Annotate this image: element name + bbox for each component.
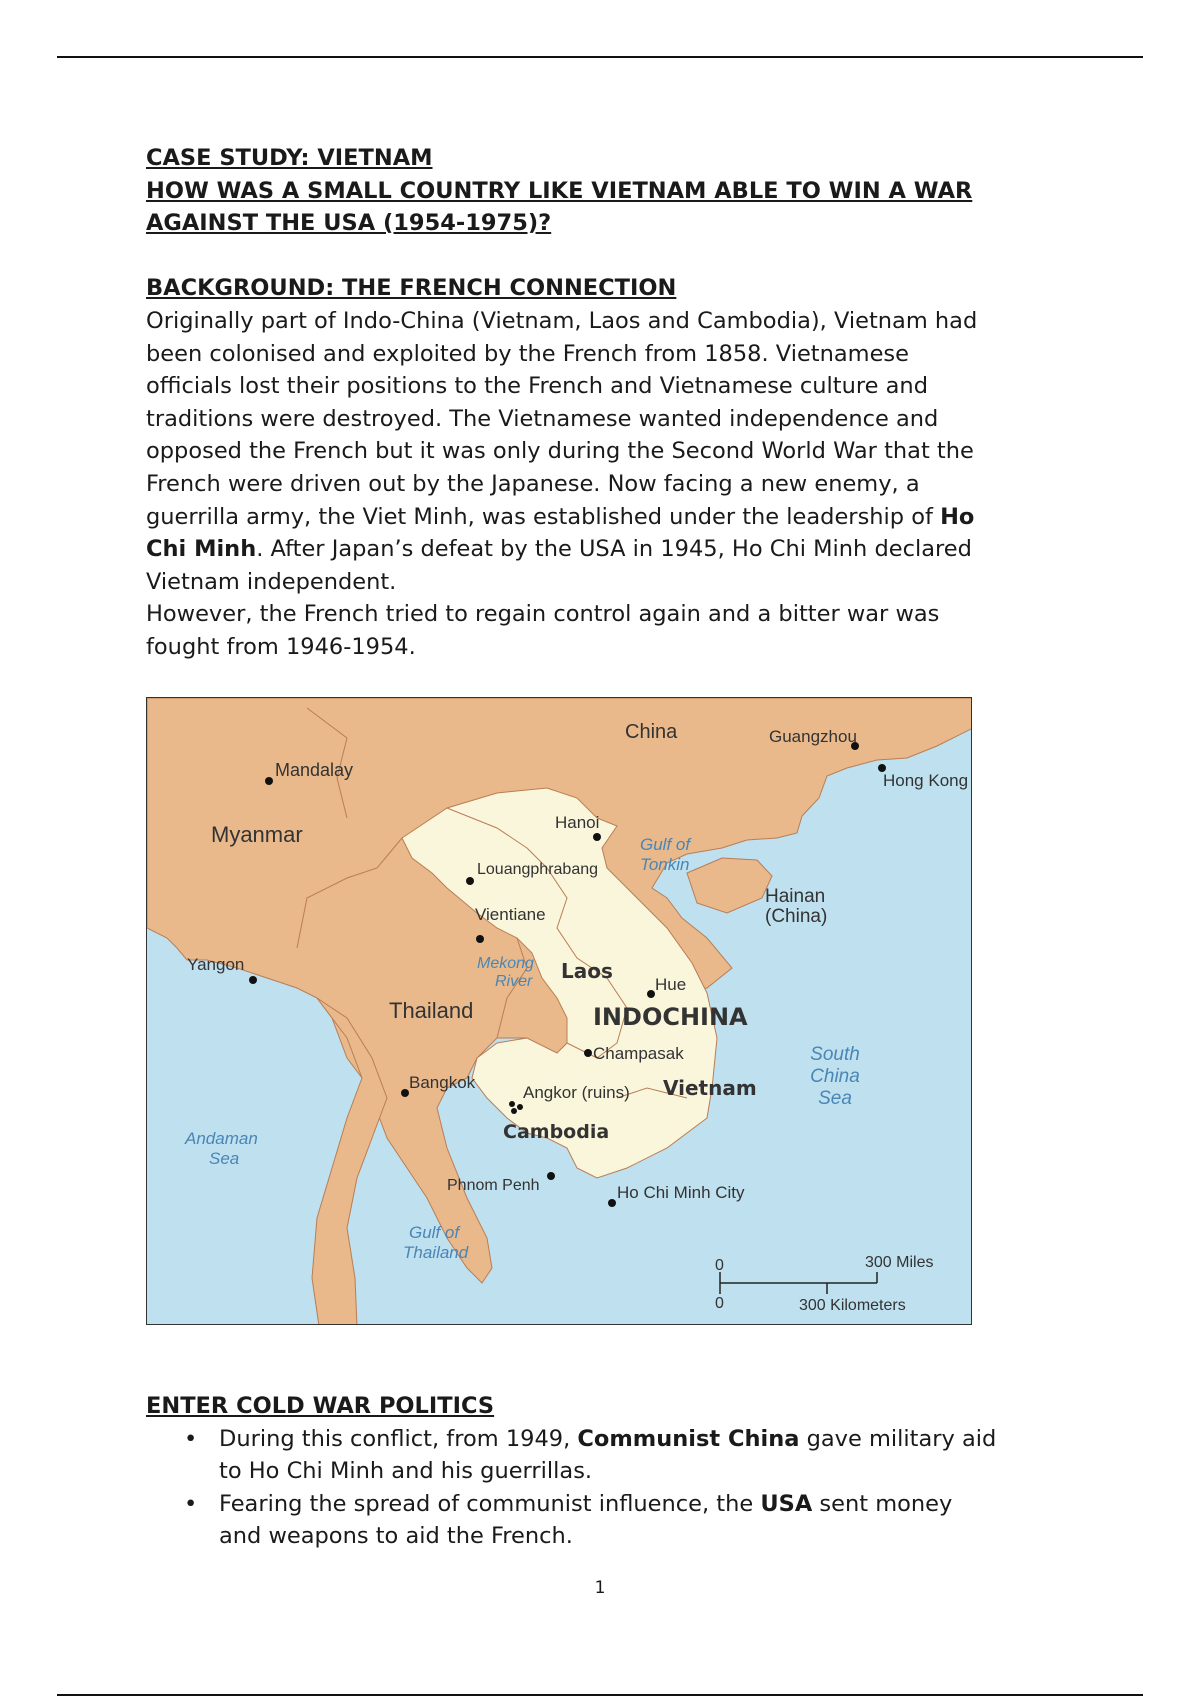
label-myanmar: Myanmar xyxy=(211,822,303,847)
cold-war-heading: ENTER COLD WAR POLITICS xyxy=(146,1393,495,1419)
main-content xyxy=(146,142,1076,664)
paragraph-line: French were driven out by the Japanese. Now facing a new enemy, a xyxy=(146,470,920,497)
bullet-list xyxy=(146,1423,1076,1553)
background-heading: BACKGROUND: THE FRENCH CONNECTION xyxy=(146,275,677,302)
label-laos: Laos xyxy=(561,959,613,983)
label-south-china-sea: China xyxy=(810,1066,860,1087)
label-hainan: (China) xyxy=(765,906,828,927)
label-louangphrabang: Louangphrabang xyxy=(477,861,599,878)
paragraph-text: . After Japan’s defeat by the USA in 1945, Ho Chi Minh declared xyxy=(256,536,972,563)
paragraph-line: Originally part of Indo-China (Vietnam, Laos and Cambodia), Vietnam had xyxy=(146,307,978,334)
page-number: 1 xyxy=(594,1578,606,1598)
scale-zero: 0 xyxy=(715,1257,724,1274)
bold-term: Communist China xyxy=(577,1425,800,1452)
cold-war-section xyxy=(146,1390,1076,1553)
background-paragraph xyxy=(146,305,1076,664)
label-hanoi: Hanoi xyxy=(555,813,600,832)
label-phnom-penh: Phnom Penh xyxy=(447,1177,540,1194)
label-andaman-sea: Sea xyxy=(209,1149,240,1168)
label-mekong: River xyxy=(495,973,533,990)
scale-zero: 0 xyxy=(715,1295,724,1312)
scale-miles: 300 Miles xyxy=(865,1254,934,1271)
label-angkor: Angkor (ruins) xyxy=(523,1083,630,1102)
paragraph-line: traditions were destroyed. The Vietnamese wanted independence and xyxy=(146,405,939,432)
label-hong-kong: Hong Kong xyxy=(883,771,969,790)
label-hue: Hue xyxy=(655,975,687,994)
scale-kilometers: 300 Kilometers xyxy=(799,1297,906,1314)
bold-name: Ho xyxy=(940,503,975,530)
label-hcmc: Ho Chi Minh City xyxy=(617,1183,745,1202)
paragraph-line: opposed the French but it was only during the Second World War that the xyxy=(146,438,974,465)
label-vientiane: Vientiane xyxy=(475,905,546,924)
paragraph-line: Vietnam independent. xyxy=(146,568,397,595)
label-yangon: Yangon xyxy=(187,955,245,974)
paragraph-line: However, the French tried to regain control again and a bitter war was xyxy=(146,601,940,628)
paragraph-text: guerrilla army, the Viet Minh, was established under the leadership of xyxy=(146,503,941,530)
label-champasak: Champasak xyxy=(593,1044,684,1063)
list-item: • During this conflict, from 1949, Communist China gave military aid to Ho Chi Minh and his guerrillas. xyxy=(146,1423,1076,1488)
label-thailand: Thailand xyxy=(389,998,474,1023)
bullet-icon: • xyxy=(184,1490,198,1517)
bold-name: Chi Minh xyxy=(146,536,257,563)
label-south-china-sea: Sea xyxy=(818,1088,852,1109)
footer-rule xyxy=(57,1694,1143,1696)
title-line-1: CASE STUDY: VIETNAM xyxy=(146,145,433,171)
label-gulf-thailand: Gulf of xyxy=(409,1223,460,1242)
paragraph-line xyxy=(146,501,1076,534)
label-hainan: Hainan xyxy=(765,886,826,907)
label-indochina: INDOCHINA xyxy=(593,1003,748,1031)
title-line-3: AGAINST THE USA (1954-1975)? xyxy=(146,210,552,237)
map-graphic xyxy=(147,698,972,1325)
bold-term: USA xyxy=(760,1490,813,1517)
indochina-map xyxy=(146,697,972,1325)
label-mandalay: Mandalay xyxy=(275,760,354,780)
label-mekong: Mekong xyxy=(477,955,534,972)
label-cambodia: Cambodia xyxy=(503,1121,610,1143)
label-vietnam: Vietnam xyxy=(663,1076,757,1100)
label-china: China xyxy=(625,721,678,743)
bullet-icon: • xyxy=(184,1425,198,1452)
paragraph-line: officials lost their positions to the French and Vietnamese culture and xyxy=(146,373,928,400)
paragraph-line xyxy=(146,533,1076,566)
label-bangkok: Bangkok xyxy=(409,1073,476,1092)
paragraph-line: fought from 1946-1954. xyxy=(146,633,416,660)
label-gulf-thailand: Thailand xyxy=(403,1243,469,1262)
label-gulf-tonkin: Tonkin xyxy=(640,855,690,874)
list-item: • Fearing the spread of communist influence, the USA sent money and weapons to aid the French. xyxy=(146,1488,1076,1553)
label-gulf-tonkin: Gulf of xyxy=(640,835,691,854)
label-andaman-sea: Andaman xyxy=(185,1129,258,1148)
label-south-china-sea: South xyxy=(810,1044,860,1065)
paragraph-line: been colonised and exploited by the French from 1858. Vietnamese xyxy=(146,340,909,367)
label-guangzhou: Guangzhou xyxy=(769,727,857,746)
header-rule xyxy=(57,56,1143,58)
title-line-2: HOW WAS A SMALL COUNTRY LIKE VIETNAM ABLE TO WIN A WAR xyxy=(146,177,973,204)
